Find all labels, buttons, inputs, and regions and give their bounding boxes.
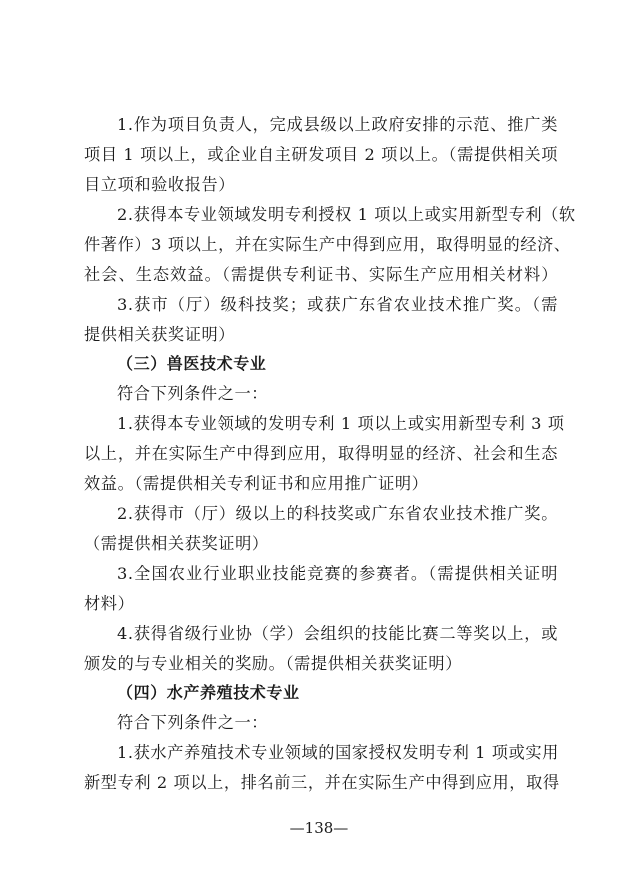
- page-number: —138—: [289, 819, 349, 837]
- paragraph-line: 提供相关获奖证明）: [84, 325, 236, 344]
- paragraph-line: 1.作为项目负责人，完成县级以上政府安排的示范、推广类: [117, 115, 558, 134]
- paragraph-line: 以上，并在实际生产中得到应用，取得明显的经济、社会和生态: [84, 444, 558, 463]
- paragraph-line: 2.获得市（厅）级以上的科技奖或广东省农业技术推广奖。: [117, 504, 558, 523]
- paragraph-line: 项目 1 项以上，或企业自主研发项目 2 项以上。（需提供相关项: [84, 145, 558, 164]
- paragraph-line: 件著作）3 项以上，并在实际生产中得到应用，取得明显的经济、: [84, 235, 571, 254]
- section-heading: （四）水产养殖技术专业: [117, 683, 300, 702]
- paragraph-line: 目立项和验收报告）: [84, 175, 236, 194]
- paragraph-line: 3.全国农业行业职业技能竞赛的参赛者。（需提供相关证明: [117, 564, 558, 583]
- paragraph-line: 效益。（需提供相关专利证书和应用推广证明）: [84, 474, 429, 493]
- paragraph-line: 1.获得本专业领域的发明专利 1 项以上或实用新型专利 3 项: [117, 414, 565, 433]
- paragraph-line: 符合下列条件之一：: [117, 713, 269, 732]
- paragraph-line: 材料）: [84, 594, 135, 613]
- paragraph-line: 3.获市（厅）级科技奖；或获广东省农业技术推广奖。（需: [117, 295, 558, 314]
- paragraph-line: 符合下列条件之一：: [117, 384, 269, 403]
- paragraph-line: 颁发的与专业相关的奖励。（需提供相关获奖证明）: [84, 654, 463, 673]
- paragraph-line: 4.获得省级行业协（学）会组织的技能比赛二等奖以上，或: [117, 624, 558, 643]
- paragraph-line: 社会、生态效益。（需提供专利证书、实际生产应用相关材料）: [84, 265, 558, 284]
- paragraph-line: 1.获水产养殖技术专业领域的国家授权发明专利 1 项或实用: [117, 743, 559, 762]
- section-heading: （三）兽医技术专业: [117, 354, 267, 373]
- paragraph-line: 2.获得本专业领域发明专利授权 1 项以上或实用新型专利（软: [117, 205, 576, 224]
- paragraph-line: 新型专利 2 项以上，排名前三，并在实际生产中得到应用，取得: [84, 773, 560, 792]
- paragraph-line: （需提供相关获奖证明）: [84, 534, 269, 553]
